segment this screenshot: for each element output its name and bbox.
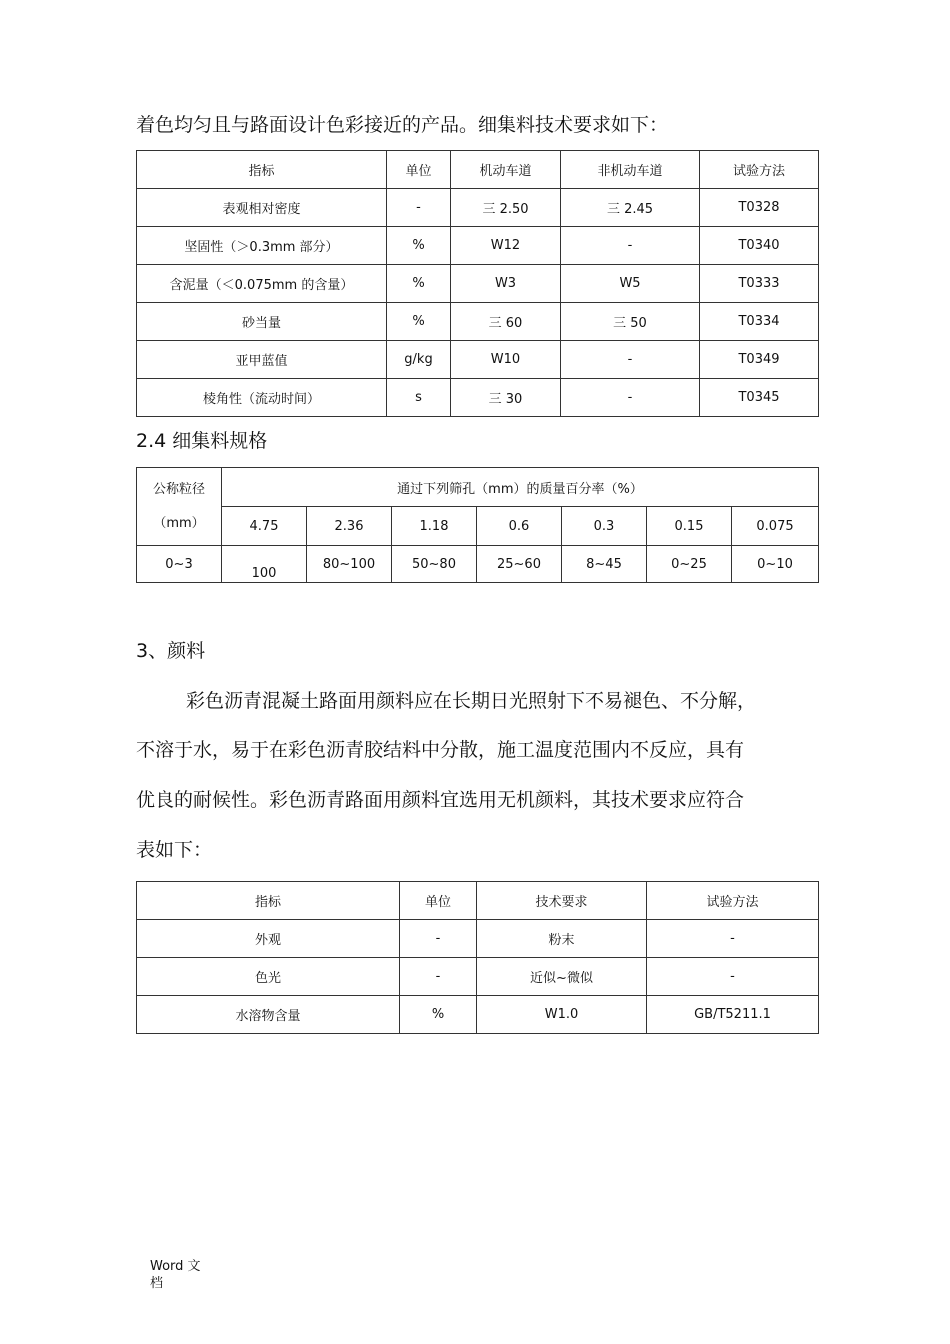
nominal-size-unit: （mm） (153, 515, 205, 531)
table-header-row (137, 468, 819, 507)
table-cell: - (387, 189, 451, 227)
table-cell: 亚甲蓝值 (137, 341, 387, 379)
sieve-size-cell: 4.75 (222, 507, 307, 546)
sieve-size-row (137, 507, 819, 546)
table-cell: 外观 (137, 920, 400, 958)
footer-line-1: Word 文 (150, 1259, 201, 1274)
footer-line-2: 档 (150, 1276, 164, 1291)
table-row (137, 958, 819, 996)
table-row (137, 303, 819, 341)
sieve-size-cell: 0.6 (477, 507, 562, 546)
table-cell: T0334 (700, 303, 819, 341)
table-cell: 三 30 (451, 379, 561, 417)
table-cell: % (400, 996, 477, 1034)
table-row (137, 996, 819, 1034)
table-cell: T0328 (700, 189, 819, 227)
table-cell: % (387, 227, 451, 265)
footer (150, 1258, 201, 1292)
sieve-size-cell: 1.18 (392, 507, 477, 546)
table-cell: 粉末 (477, 920, 647, 958)
nominal-size-label-cell (137, 468, 222, 546)
table-cell: - (400, 920, 477, 958)
table-row (137, 265, 819, 303)
header-cell: 非机动车道 (561, 151, 700, 189)
table-row (137, 227, 819, 265)
header-cell: 指标 (137, 151, 387, 189)
sieve-size-cell: 0.075 (732, 507, 819, 546)
table-cell: g/kg (387, 341, 451, 379)
table-cell: 色光 (137, 958, 400, 996)
table-cell: 三 60 (451, 303, 561, 341)
table-cell: 50~80 (392, 546, 477, 583)
sieve-size-cell: 0.3 (562, 507, 647, 546)
table-cell: - (647, 920, 819, 958)
header-cell: 机动车道 (451, 151, 561, 189)
section-2-4-title: 2.4 细集料规格 (136, 430, 268, 452)
pigment-para-line-2: 不溶于水，易于在彩色沥青胶结料中分散，施工温度范围内不反应，具有 (136, 739, 745, 761)
table-cell: T0349 (700, 341, 819, 379)
header-cell: 单位 (400, 882, 477, 920)
table-cell: W5 (561, 265, 700, 303)
table-cell: 80~100 (307, 546, 392, 583)
header-cell: 试验方法 (647, 882, 819, 920)
table-cell: 表观相对密度 (137, 189, 387, 227)
pigment-para-line-3: 优良的耐候性。彩色沥青路面用颜料宜选用无机颜料，其技术要求应符合 (136, 789, 745, 811)
section-3-title: 3、颜料 (136, 640, 206, 662)
table-cell: 25~60 (477, 546, 562, 583)
table-cell: 100 (222, 546, 307, 583)
header-cell: 试验方法 (700, 151, 819, 189)
passing-percentage-header: 通过下列筛孔（mm）的质量百分率（%） (222, 468, 819, 507)
table-cell: 含泥量（＜0.075mm 的含量） (137, 265, 387, 303)
table-row (137, 379, 819, 417)
table-row (137, 920, 819, 958)
table-cell: W3 (451, 265, 561, 303)
fine-aggregate-requirements-table (136, 150, 819, 417)
table-row (137, 546, 819, 583)
table-header-row (137, 151, 819, 189)
table-cell: T0345 (700, 379, 819, 417)
pigment-requirements-table (136, 881, 819, 1034)
table-cell: % (387, 303, 451, 341)
table-cell: 棱角性（流动时间） (137, 379, 387, 417)
sieve-size-cell: 0.15 (647, 507, 732, 546)
table-cell: 坚固性（＞0.3mm 部分） (137, 227, 387, 265)
header-cell: 单位 (387, 151, 451, 189)
table-cell: GB/T5211.1 (647, 996, 819, 1034)
table-cell: T0333 (700, 265, 819, 303)
table-cell: - (647, 958, 819, 996)
table-cell: W10 (451, 341, 561, 379)
table-cell: 0~3 (137, 546, 222, 583)
table-cell: W1.0 (477, 996, 647, 1034)
table-row (137, 189, 819, 227)
sieve-size-cell: 2.36 (307, 507, 392, 546)
table-cell: W12 (451, 227, 561, 265)
table-cell: s (387, 379, 451, 417)
table-cell: - (561, 227, 700, 265)
fine-aggregate-gradation-table (136, 467, 819, 583)
table-cell: 8~45 (562, 546, 647, 583)
table-cell: - (561, 379, 700, 417)
table-cell: 三 2.50 (451, 189, 561, 227)
table-cell: 三 50 (561, 303, 700, 341)
pigment-para-line-4: 表如下： (136, 839, 213, 861)
table-cell: T0340 (700, 227, 819, 265)
table-cell: - (561, 341, 700, 379)
table-cell: 水溶物含量 (137, 996, 400, 1034)
table-header-row (137, 882, 819, 920)
table-cell: 近似~微似 (477, 958, 647, 996)
table-cell: 0~25 (647, 546, 732, 583)
header-cell: 指标 (137, 882, 400, 920)
table-cell: % (387, 265, 451, 303)
intro-line: 着色均匀且与路面设计色彩接近的产品。细集料技术要求如下： (136, 114, 669, 136)
header-cell: 技术要求 (477, 882, 647, 920)
table-row (137, 341, 819, 379)
table-cell: 三 2.45 (561, 189, 700, 227)
table-cell: 砂当量 (137, 303, 387, 341)
pigment-para-line-1: 彩色沥青混凝土路面用颜料应在长期日光照射下不易褪色、不分解， (186, 690, 757, 712)
table-cell: - (400, 958, 477, 996)
nominal-size-label: 公称粒径 (152, 481, 205, 497)
table-cell: 0~10 (732, 546, 819, 583)
